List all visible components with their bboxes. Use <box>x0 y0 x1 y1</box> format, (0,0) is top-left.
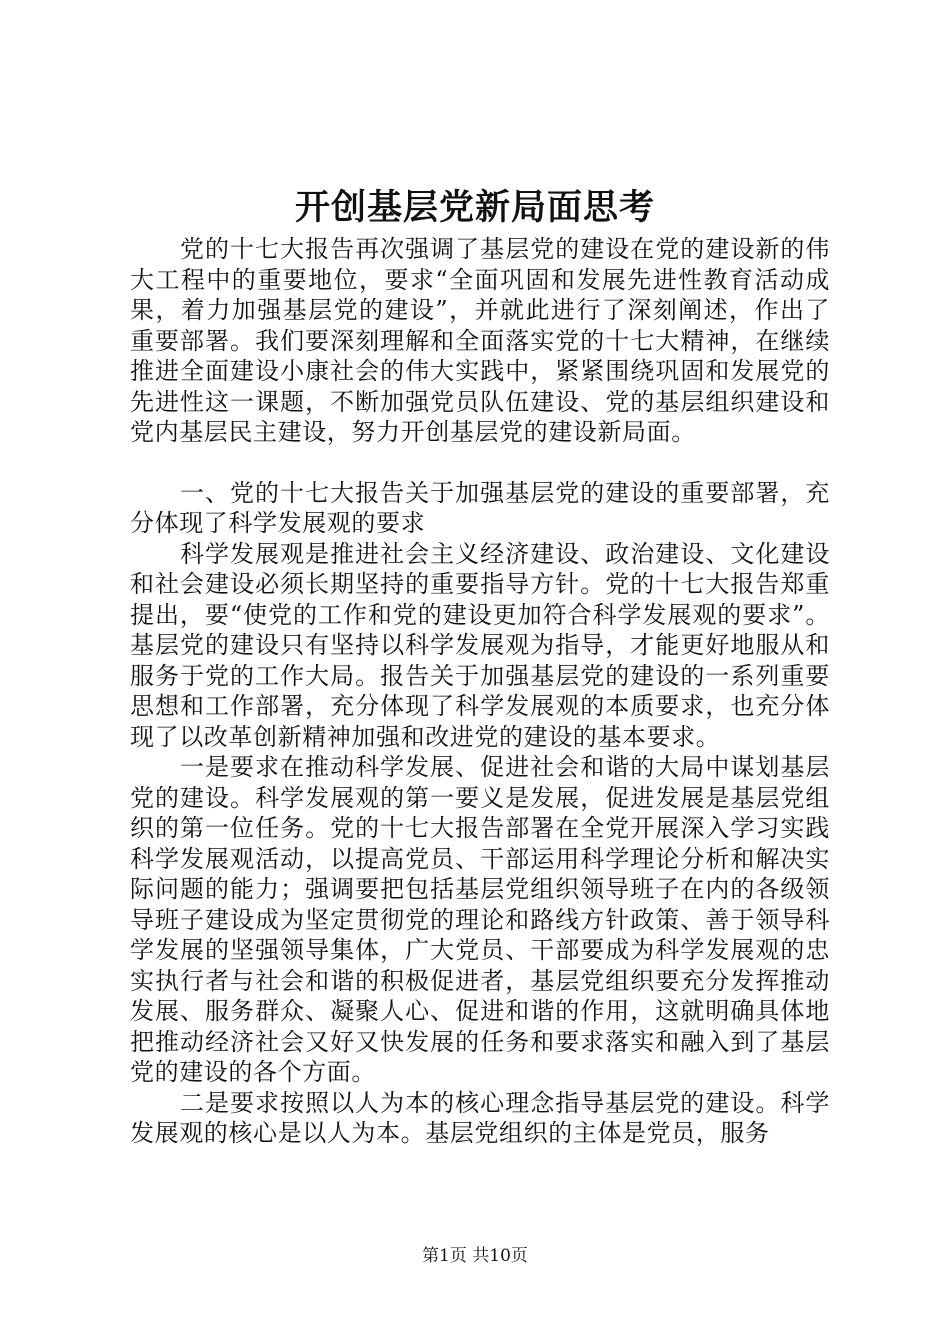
document-body <box>130 234 830 1149</box>
page-number-footer: 第1页 共10页 <box>422 1246 528 1266</box>
section-heading-1: 一、党的十七大报告关于加强基层党的建设的重要部署，充分体现了科学发展观的要求 <box>130 478 830 537</box>
intro-paragraph: 党的十七大报告再次强调了基层党的建设在党的建设新的伟大工程中的重要地位，要求“全面巩固和发展先进性教育活动成果，着力加强基层党的建设”，并就此进行了深刻阐述，作出了重要部署。我们要深刻理解和全面落实党的十七大精神，在继续推进全面建设小康社会的伟大实践中，紧紧围绕巩固和发展党的先进性这一课题，不断加强党员队伍建设、党的基层组织建设和党内基层民主建设，努力开创基层党的建设新局面。 <box>130 235 830 446</box>
body-paragraph: 科学发展观是推进社会主义经济建设、政治建设、文化建设和社会建设必须长期坚持的重要指导方针。党的十七大报告郑重提出，要“使党的工作和党的建设更加符合科学发展观的要求”。基层党的建设只有坚持以科学发展观为指导，才能更好地服从和服务于党的工作大局。报告关于加强基层党的建设的一系列重要思想和工作部署，充分体现了科学发展观的本质要求，也充分体现了以改革创新精神加强和改进党的建设的基本要求。 <box>130 539 830 751</box>
document-title: 开创基层党新局面思考 <box>294 187 655 228</box>
body-paragraph: 二是要求按照以人为本的核心理念指导基层党的建设。科学发展观的核心是以人为本。基层党组织的主体是党员，服务 <box>130 1088 830 1147</box>
body-paragraph: 一是要求在推动科学发展、促进社会和谐的大局中谋划基层党的建设。科学发展观的第一要义是发展，促进发展是基层党组织的第一位任务。党的十七大报告部署在全党开展深入学习实践科学发展观活动，以提高党员、干部运用科学理论分析和解决实际问题的能力；强调要把包括基层党组织领导班子在内的各级领导班子建设成为坚定贯彻党的理论和路线方针政策、善于领导科学发展的坚强领导集体，广大党员、干部要成为科学发展观的忠实执行者与社会和谐的积极促进者，基层党组织要充分发挥推动发展、服务群众、凝聚人心、促进和谐的作用，这就明确具体地把推动经济社会又好又快发展的任务和要求落实和融入到了基层党的建设的各个方面。 <box>130 753 830 1086</box>
